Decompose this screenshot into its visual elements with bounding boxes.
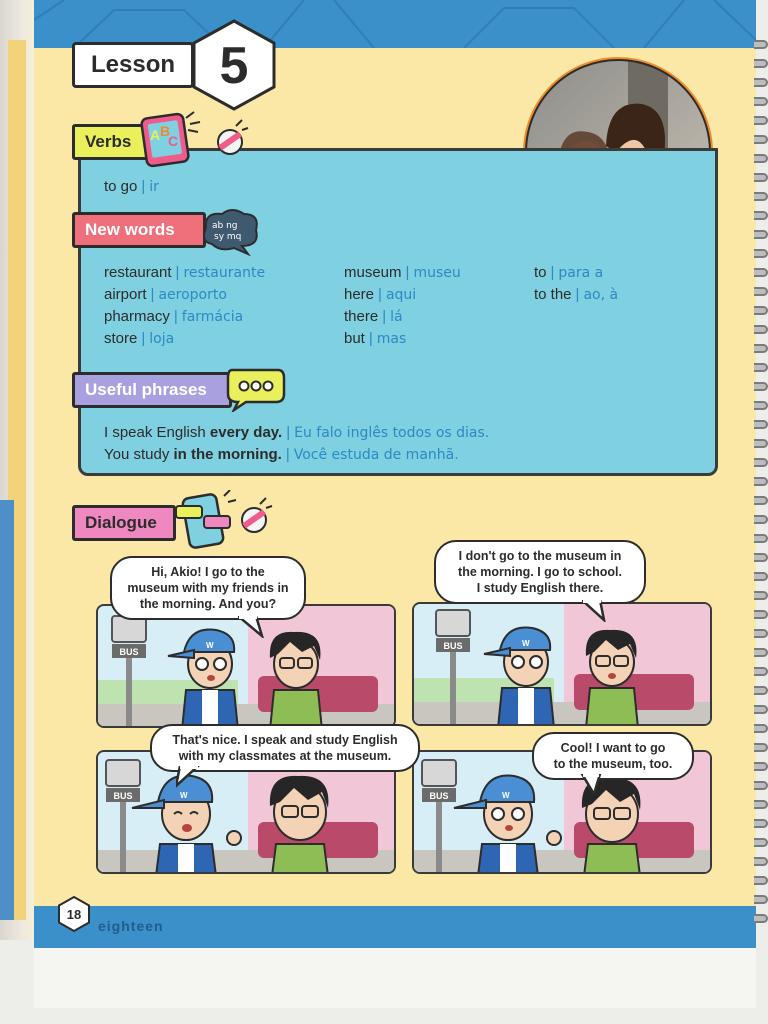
speech-bubble-2: I don't go to the museum in the morning. I go to school. I study English there. <box>434 540 646 604</box>
new-word-item: but | mas <box>344 330 407 347</box>
svg-text:W: W <box>206 641 214 650</box>
spiral-ring <box>754 895 768 904</box>
page-bottom-margin <box>34 948 756 1008</box>
spiral-ring <box>754 59 768 68</box>
spiral-ring <box>754 914 768 923</box>
new-word-item: here | aqui <box>344 286 417 303</box>
spiral-ring <box>754 819 768 828</box>
speech-tail <box>582 600 612 622</box>
top-band-pattern <box>34 0 756 48</box>
new-word-item: restaurant | restaurante <box>104 264 266 281</box>
spiral-ring <box>754 629 768 638</box>
spiral-ring <box>754 648 768 657</box>
new-word-item: to | para a <box>534 264 604 281</box>
svg-text:sy mq: sy mq <box>214 232 242 242</box>
spiral-ring <box>754 515 768 524</box>
spiral-binding <box>754 40 768 940</box>
spiral-ring <box>754 97 768 106</box>
spiral-ring <box>754 230 768 239</box>
verbs-tag: Verbs <box>72 124 160 160</box>
lesson-number: 5 <box>219 37 249 95</box>
spiral-ring <box>754 439 768 448</box>
spiral-ring <box>754 591 768 600</box>
speech-bubble-3: That's nice. I speak and study English with my classmates at the museum. <box>150 724 420 772</box>
spiral-ring <box>754 838 768 847</box>
spiral-ring <box>754 78 768 87</box>
svg-text:BUS: BUS <box>429 791 449 801</box>
spiral-ring <box>754 724 768 733</box>
speech-bubble-4: Cool! I want to go to the museum, too. <box>532 732 694 780</box>
spiral-ring <box>754 534 768 543</box>
spiral-ring <box>754 572 768 581</box>
spiral-ring <box>754 876 768 885</box>
phone-chat-icon <box>174 490 274 550</box>
lesson-label: Lesson <box>72 42 194 88</box>
spiral-ring <box>754 762 768 771</box>
spiral-ring <box>754 401 768 410</box>
abc-tablet-icon <box>140 110 250 170</box>
spiral-ring <box>754 40 768 49</box>
spiral-ring <box>754 420 768 429</box>
useful-phrases-tag: Useful phrases <box>72 372 232 408</box>
speech-bubble-1: Hi, Akio! I go to the museum with my friends in the morning. And you? <box>110 556 306 620</box>
svg-text:W: W <box>522 639 530 648</box>
previous-page-edge-blue <box>0 500 14 920</box>
new-word-item: museum | museu <box>344 264 461 281</box>
new-word-item: there | lá <box>344 308 403 325</box>
spiral-ring <box>754 306 768 315</box>
comic-panel-2 <box>412 602 712 726</box>
svg-text:W: W <box>180 791 188 800</box>
spiral-ring <box>754 268 768 277</box>
spiral-ring <box>754 249 768 258</box>
speech-tail <box>238 616 268 638</box>
spiral-ring <box>754 610 768 619</box>
speech-tail <box>176 766 206 788</box>
spiral-ring <box>754 135 768 144</box>
spiral-ring <box>754 325 768 334</box>
new-words-tag: New words <box>72 212 206 248</box>
spiral-ring <box>754 686 768 695</box>
spiral-ring <box>754 800 768 809</box>
svg-text:B: B <box>160 123 171 139</box>
spiral-ring <box>754 496 768 505</box>
speech-tail <box>580 774 610 796</box>
spiral-ring <box>754 344 768 353</box>
dialogue-tag: Dialogue <box>72 505 176 541</box>
svg-text:A: A <box>150 127 161 143</box>
verb-item: to go | ir <box>104 178 159 195</box>
spiral-ring <box>754 192 768 201</box>
speech-dots-icon <box>224 366 286 412</box>
svg-text:BUS: BUS <box>119 647 139 657</box>
spiral-ring <box>754 382 768 391</box>
spiral-ring <box>754 116 768 125</box>
svg-text:W: W <box>502 791 510 800</box>
spiral-ring <box>754 705 768 714</box>
page-number-word: eighteen <box>98 918 164 934</box>
spiral-ring <box>754 553 768 562</box>
new-word-item: store | loja <box>104 330 175 347</box>
top-band <box>34 0 756 48</box>
word-cloud-icon <box>198 206 262 256</box>
new-word-item: to the | ao, à <box>534 286 619 303</box>
bus-stop-scene <box>414 604 712 726</box>
spiral-ring <box>754 211 768 220</box>
spiral-ring <box>754 667 768 676</box>
svg-text:BUS: BUS <box>113 791 133 801</box>
new-word-item: pharmacy | farmácia <box>104 308 244 325</box>
spiral-ring <box>754 287 768 296</box>
spiral-ring <box>754 477 768 486</box>
spiral-ring <box>754 781 768 790</box>
svg-text:ab ng: ab ng <box>212 221 238 231</box>
spiral-ring <box>754 743 768 752</box>
useful-phrase: You study in the morning. | Você estuda de manhã. <box>104 446 459 463</box>
spiral-ring <box>754 154 768 163</box>
spiral-ring <box>754 458 768 467</box>
useful-phrase: I speak English every day. | Eu falo inglês todos os dias. <box>104 424 490 441</box>
new-word-item: airport | aeroporto <box>104 286 227 303</box>
svg-text:BUS: BUS <box>443 641 463 651</box>
spiral-ring <box>754 363 768 372</box>
svg-text:C: C <box>168 133 179 149</box>
spiral-ring <box>754 857 768 866</box>
page-number: 18 <box>66 906 82 922</box>
spiral-ring <box>754 173 768 182</box>
